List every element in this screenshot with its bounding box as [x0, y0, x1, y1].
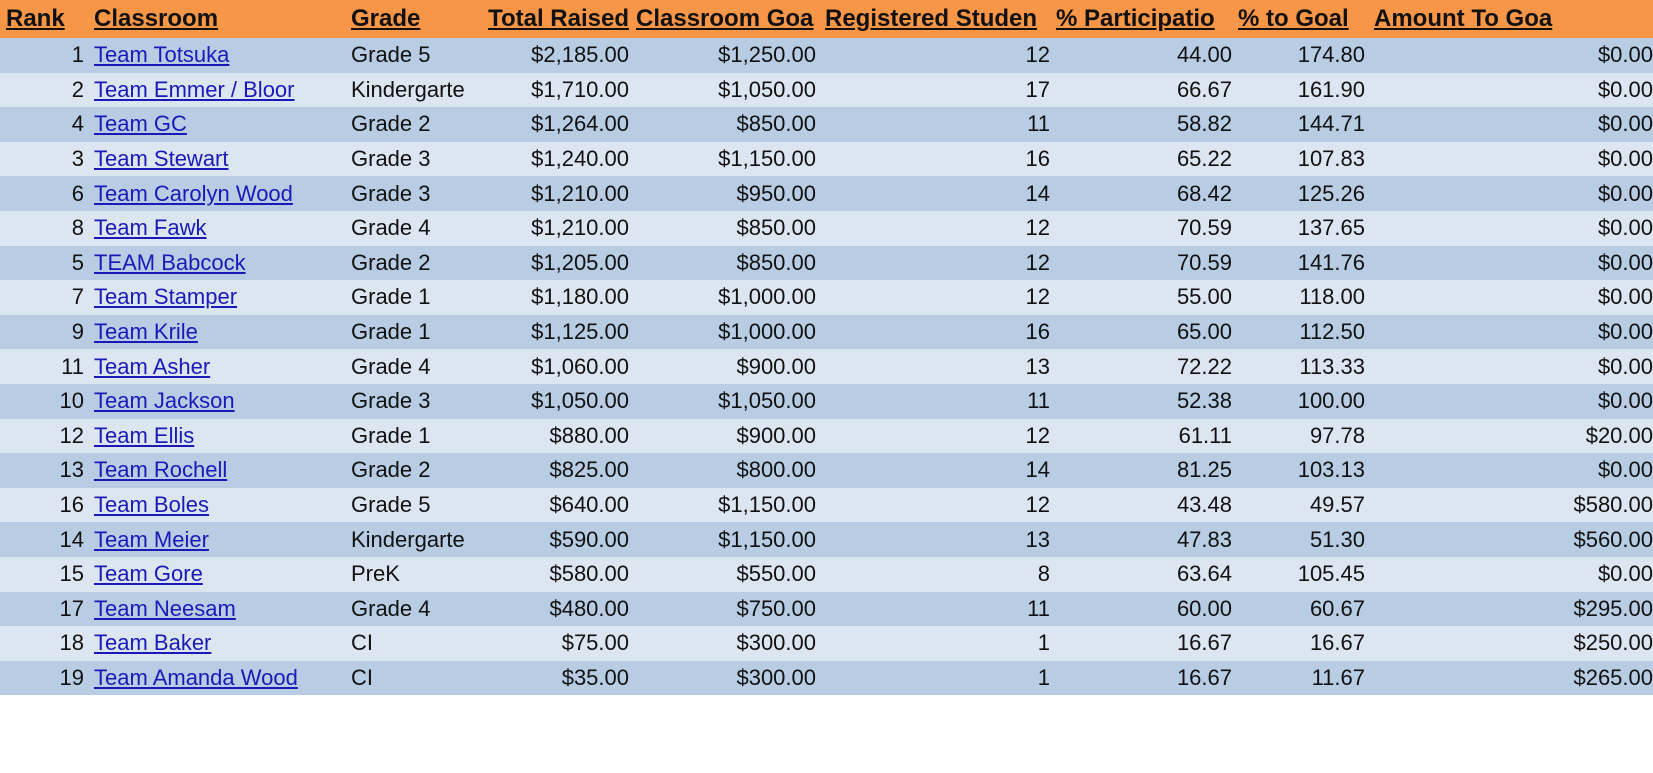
participation-cell: 66.67 [1176, 76, 1232, 102]
header-classroom[interactable]: Classroom [94, 5, 219, 32]
classroom-goal-cell: $1,150.00 [718, 146, 816, 172]
amount-to-goal-cell: $0.00 [1597, 215, 1653, 241]
grade-cell: Grade 3 [351, 388, 431, 414]
rank-cell: 2 [71, 76, 84, 102]
table-row [0, 107, 1653, 142]
table-row [0, 592, 1653, 627]
amount-to-goal-cell: $20.00 [1585, 422, 1653, 448]
table-row [0, 211, 1653, 246]
classroom-goal-cell: $1,250.00 [718, 42, 816, 68]
header-rank[interactable]: Rank [6, 5, 65, 32]
amount-to-goal-cell: $0.00 [1597, 111, 1653, 137]
total-raised-cell: $35.00 [561, 664, 629, 690]
classroom-goal-cell: $300.00 [736, 630, 816, 656]
registered-students-cell: 16 [1025, 146, 1050, 172]
participation-cell: 61.11 [1178, 422, 1232, 448]
percent-to-goal-cell: 174.80 [1297, 42, 1365, 68]
amount-to-goal-cell: $580.00 [1573, 492, 1653, 518]
classroom-link[interactable]: Team Emmer / Bloor [94, 76, 295, 102]
classroom-goal-cell: $1,150.00 [718, 492, 816, 518]
grade-cell: Grade 1 [351, 422, 431, 448]
total-raised-cell: $1,060.00 [531, 353, 629, 379]
percent-to-goal-cell: 125.26 [1297, 180, 1365, 206]
classroom-link[interactable]: Team Ellis [94, 422, 195, 448]
total-raised-cell: $1,205.00 [531, 249, 629, 275]
grade-cell: Kindergarte [351, 526, 465, 552]
participation-cell: 81.25 [1176, 457, 1232, 483]
participation-cell: 16.67 [1176, 664, 1232, 690]
classroom-link[interactable]: Team Krile [94, 319, 198, 345]
table-row [0, 315, 1653, 350]
table-row [0, 38, 1653, 73]
rank-cell: 12 [59, 422, 84, 448]
participation-cell: 52.38 [1176, 388, 1232, 414]
classroom-link[interactable]: Team Meier [94, 526, 209, 552]
classroom-link[interactable]: Team Totsuka [94, 42, 230, 68]
table-row [0, 522, 1653, 557]
registered-students-cell: 8 [1037, 561, 1050, 587]
amount-to-goal-cell: $295.00 [1573, 595, 1653, 621]
total-raised-cell: $590.00 [549, 526, 629, 552]
classroom-goal-cell: $550.00 [736, 561, 816, 587]
header-grade[interactable]: Grade [351, 5, 421, 32]
table-row [0, 626, 1653, 661]
classroom-link[interactable]: Team Baker [94, 630, 212, 656]
classroom-link [94, 592, 344, 627]
total-raised-cell: $1,710.00 [531, 76, 629, 102]
classroom-link[interactable]: Team Asher [94, 353, 211, 379]
classroom-link[interactable]: Team Stewart [94, 146, 229, 172]
percent-to-goal-cell: 161.90 [1297, 76, 1365, 102]
classroom-goal-cell: $850.00 [736, 249, 816, 275]
participation-cell: 43.48 [1176, 492, 1232, 518]
classroom-link [94, 211, 344, 246]
amount-to-goal-cell: $0.00 [1597, 284, 1653, 310]
rank-cell: 9 [71, 319, 84, 345]
rank-cell: 3 [71, 146, 84, 172]
registered-students-cell: 12 [1025, 249, 1050, 275]
classroom-link[interactable]: Team Carolyn Wood [94, 180, 293, 206]
grade-cell: Grade 5 [351, 42, 431, 68]
classroom-goal-cell: $850.00 [736, 111, 816, 137]
percent-to-goal-cell: 97.78 [1309, 422, 1365, 448]
percent-to-goal-cell: 105.45 [1297, 561, 1365, 587]
participation-cell: 44.00 [1176, 42, 1232, 68]
total-raised-cell: $825.00 [549, 457, 629, 483]
rank-cell: 10 [59, 388, 84, 414]
grade-cell: PreK [351, 561, 400, 587]
classroom-link [94, 73, 344, 108]
table-row [0, 384, 1653, 419]
table-row [0, 557, 1653, 592]
registered-students-cell: 11 [1027, 111, 1050, 137]
classroom-goal-cell: $1,050.00 [718, 76, 816, 102]
percent-to-goal-cell: 103.13 [1297, 457, 1365, 483]
amount-to-goal-cell: $265.00 [1573, 664, 1653, 690]
percent-to-goal-cell: 118.00 [1299, 284, 1365, 310]
grade-cell: CI [351, 664, 373, 690]
table-row [0, 453, 1653, 488]
registered-students-cell: 11 [1027, 388, 1050, 414]
percent-to-goal-cell: 107.83 [1297, 146, 1365, 172]
header-percent-to-goal[interactable]: % to Goal [1238, 5, 1349, 32]
classroom-link [94, 176, 344, 211]
registered-students-cell: 14 [1025, 457, 1050, 483]
amount-to-goal-cell: $560.00 [1573, 526, 1653, 552]
classroom-link[interactable]: Team Jackson [94, 388, 235, 414]
classroom-goal-cell: $1,150.00 [718, 526, 816, 552]
registered-students-cell: 12 [1025, 42, 1050, 68]
table-row [0, 280, 1653, 315]
amount-to-goal-cell: $250.00 [1573, 630, 1653, 656]
classroom-goal-cell: $1,000.00 [718, 284, 816, 310]
grade-cell: Grade 4 [351, 353, 431, 379]
registered-students-cell: 12 [1025, 422, 1050, 448]
classroom-link [94, 38, 344, 73]
header-amount-to-goal[interactable]: Amount To Goa [1374, 5, 1553, 32]
classroom-link[interactable]: Team Gore [94, 561, 203, 587]
classroom-goal-cell: $850.00 [736, 215, 816, 241]
amount-to-goal-cell: $0.00 [1597, 42, 1653, 68]
registered-students-cell: 12 [1025, 215, 1050, 241]
table-row [0, 73, 1653, 108]
amount-to-goal-cell: $0.00 [1597, 146, 1653, 172]
participation-cell: 70.59 [1176, 249, 1232, 275]
percent-to-goal-cell: 112.50 [1299, 319, 1365, 345]
participation-cell: 55.00 [1176, 284, 1232, 310]
table-row [0, 349, 1653, 384]
total-raised-cell: $880.00 [549, 422, 629, 448]
rank-cell: 13 [59, 457, 84, 483]
total-raised-cell: $580.00 [549, 561, 629, 587]
percent-to-goal-cell: 51.30 [1309, 526, 1365, 552]
participation-cell: 68.42 [1176, 180, 1232, 206]
grade-cell: CI [351, 630, 373, 656]
grade-cell: Grade 1 [351, 284, 431, 310]
classroom-link [94, 315, 344, 350]
classroom-link[interactable]: TEAM Babcock [94, 249, 246, 275]
classroom-link [94, 142, 344, 177]
classroom-link [94, 453, 344, 488]
classroom-link[interactable]: Team Neesam [94, 595, 236, 621]
grade-cell: Grade 5 [351, 492, 431, 518]
classroom-goal-cell: $900.00 [736, 353, 816, 379]
classroom-link[interactable]: Team Boles [94, 492, 209, 518]
classroom-link [94, 522, 344, 557]
grade-cell: Grade 4 [351, 595, 431, 621]
rank-cell: 11 [61, 353, 84, 379]
amount-to-goal-cell: $0.00 [1597, 249, 1653, 275]
total-raised-cell: $640.00 [549, 492, 629, 518]
total-raised-cell: $1,210.00 [531, 180, 629, 206]
participation-cell: 65.00 [1176, 319, 1232, 345]
header-classroom-goal[interactable]: Classroom Goa [636, 5, 814, 32]
participation-cell: 16.67 [1176, 630, 1232, 656]
total-raised-cell: $1,125.00 [531, 319, 629, 345]
grade-cell: Grade 4 [351, 215, 431, 241]
registered-students-cell: 12 [1025, 492, 1050, 518]
rank-cell: 19 [59, 664, 84, 690]
grade-cell: Grade 2 [351, 111, 431, 137]
table-row [0, 176, 1653, 211]
total-raised-cell: $480.00 [549, 595, 629, 621]
rank-cell: 6 [71, 180, 84, 206]
amount-to-goal-cell: $0.00 [1597, 180, 1653, 206]
registered-students-cell: 13 [1025, 353, 1050, 379]
rank-cell: 5 [71, 249, 84, 275]
classroom-link [94, 626, 344, 661]
table-row [0, 246, 1653, 281]
total-raised-cell: $75.00 [561, 630, 629, 656]
classroom-link [94, 419, 344, 454]
rank-cell: 7 [71, 284, 84, 310]
total-raised-cell: $1,264.00 [531, 111, 629, 137]
classroom-link [94, 557, 344, 592]
grade-cell: Kindergarte [351, 76, 465, 102]
classroom-link [94, 280, 344, 315]
percent-to-goal-cell: 16.67 [1309, 630, 1365, 656]
rank-cell: 1 [71, 42, 84, 68]
participation-cell: 60.00 [1176, 595, 1232, 621]
registered-students-cell: 16 [1025, 319, 1050, 345]
classroom-goal-cell: $750.00 [736, 595, 816, 621]
percent-to-goal-cell: 49.57 [1309, 492, 1365, 518]
grade-cell: Grade 1 [351, 319, 431, 345]
participation-cell: 72.22 [1176, 353, 1232, 379]
total-raised-cell: $1,180.00 [531, 284, 629, 310]
rank-cell: 4 [71, 111, 84, 137]
percent-to-goal-cell: 113.33 [1299, 353, 1365, 379]
classroom-link [94, 107, 344, 142]
amount-to-goal-cell: $0.00 [1597, 319, 1653, 345]
amount-to-goal-cell: $0.00 [1597, 388, 1653, 414]
grade-cell: Grade 2 [351, 249, 431, 275]
classroom-goal-cell: $300.00 [736, 664, 816, 690]
registered-students-cell: 11 [1027, 595, 1050, 621]
participation-cell: 65.22 [1176, 146, 1232, 172]
percent-to-goal-cell: 141.76 [1297, 249, 1365, 275]
registered-students-cell: 17 [1025, 76, 1050, 102]
table-row [0, 488, 1653, 523]
classroom-link[interactable]: Team Fawk [94, 215, 207, 241]
classroom-link[interactable]: Team Stamper [94, 284, 238, 310]
total-raised-cell: $1,210.00 [531, 215, 629, 241]
classroom-goal-cell: $1,050.00 [718, 388, 816, 414]
grade-cell: Grade 3 [351, 180, 431, 206]
registered-students-cell: 14 [1025, 180, 1050, 206]
header-total-raised[interactable]: Total Raised [488, 5, 629, 32]
classroom-link[interactable]: Team Rochell [94, 457, 228, 483]
classroom-link[interactable]: Team GC [94, 111, 187, 137]
grade-cell: Grade 2 [351, 457, 431, 483]
participation-cell: 63.64 [1176, 561, 1232, 587]
classroom-link [94, 246, 344, 281]
classroom-link [94, 488, 344, 523]
total-raised-cell: $1,240.00 [531, 146, 629, 172]
classroom-link [94, 384, 344, 419]
header-row [0, 0, 1653, 38]
classroom-link [94, 349, 344, 384]
participation-cell: 47.83 [1176, 526, 1232, 552]
amount-to-goal-cell: $0.00 [1597, 353, 1653, 379]
classroom-goal-cell: $950.00 [736, 180, 816, 206]
percent-to-goal-cell: 11.67 [1311, 664, 1365, 690]
classroom-goal-cell: $800.00 [736, 457, 816, 483]
classroom-link [94, 661, 344, 696]
amount-to-goal-cell: $0.00 [1597, 561, 1653, 587]
table-row [0, 419, 1653, 454]
registered-students-cell: 13 [1025, 526, 1050, 552]
table-row [0, 142, 1653, 177]
total-raised-cell: $1,050.00 [531, 388, 629, 414]
classroom-goal-cell: $1,000.00 [718, 319, 816, 345]
classroom-link[interactable]: Team Amanda Wood [94, 664, 298, 690]
header-participation[interactable]: % Participatio [1056, 5, 1215, 32]
amount-to-goal-cell: $0.00 [1597, 457, 1653, 483]
percent-to-goal-cell: 144.71 [1297, 111, 1365, 137]
amount-to-goal-cell: $0.00 [1597, 76, 1653, 102]
percent-to-goal-cell: 100.00 [1297, 388, 1365, 414]
grade-cell: Grade 3 [351, 146, 431, 172]
rank-cell: 16 [59, 492, 84, 518]
registered-students-cell: 12 [1025, 284, 1050, 310]
table-row [0, 661, 1653, 696]
rank-cell: 8 [71, 215, 84, 241]
total-raised-cell: $2,185.00 [531, 42, 629, 68]
registered-students-cell: 1 [1037, 630, 1050, 656]
rank-cell: 15 [59, 561, 84, 587]
header-registered-students[interactable]: Registered Studen [825, 5, 1038, 32]
rank-cell: 17 [59, 595, 84, 621]
participation-cell: 70.59 [1176, 215, 1232, 241]
registered-students-cell: 1 [1037, 664, 1050, 690]
rank-cell: 18 [59, 630, 84, 656]
percent-to-goal-cell: 137.65 [1297, 215, 1365, 241]
participation-cell: 58.82 [1176, 111, 1232, 137]
percent-to-goal-cell: 60.67 [1309, 595, 1365, 621]
classroom-goal-cell: $900.00 [736, 422, 816, 448]
rank-cell: 14 [59, 526, 84, 552]
